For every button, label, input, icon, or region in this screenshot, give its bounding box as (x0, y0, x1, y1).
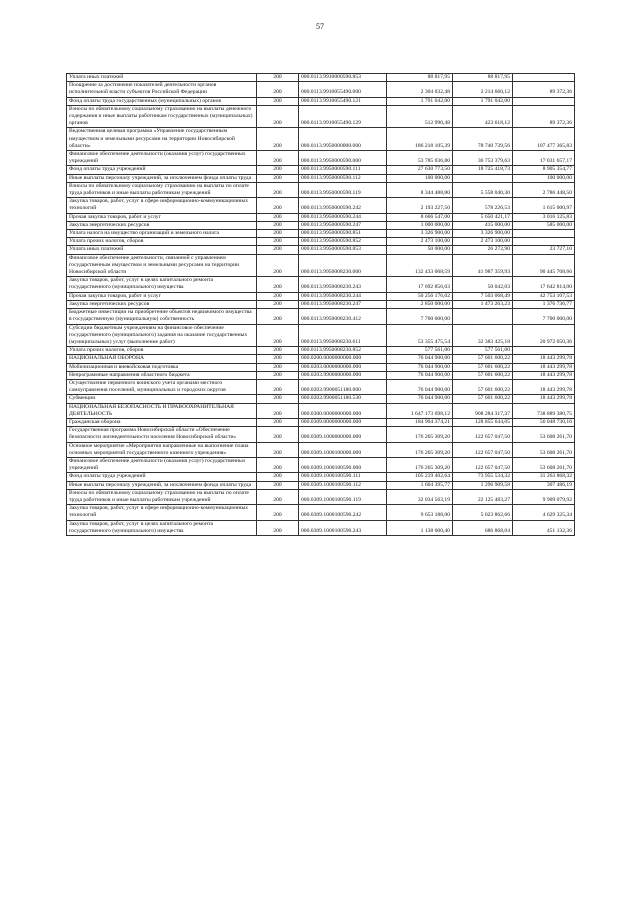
row-approved-amount-cell: 76 044 900,00 (387, 363, 453, 371)
row-admin-code-cell: 200 (257, 473, 299, 481)
row-name-cell: Поощрение за достижение показателей деятельности органов исполнительной власти субъектов Российской Федерации (67, 82, 257, 97)
row-name-cell: Осуществление первичного воинского учета органами местного самоуправления поселений, муниципальных и городских округов (67, 379, 257, 394)
row-admin-code-cell: 200 (257, 82, 299, 97)
table-row (67, 347, 575, 355)
row-unexecuted-amount-cell: 42 753 107,53 (513, 292, 575, 300)
page-number: 57 (316, 22, 324, 31)
row-unexecuted-amount-cell: 89 372,36 (513, 105, 575, 128)
row-executed-amount-cell (453, 309, 513, 324)
row-name-cell: Бюджетные инвестиции на приобретение объектов недвижимого имущества в государственную (муниципальную) собственность (67, 309, 257, 324)
table-row (67, 309, 575, 324)
row-unexecuted-amount-cell: 2 786 448,50 (513, 182, 575, 197)
table-row (67, 520, 575, 535)
row-admin-code-cell: 200 (257, 254, 299, 277)
row-executed-amount-cell: 5 023 862,66 (453, 505, 513, 520)
table-row (67, 105, 575, 128)
row-name-cell: Закупка товаров, работ, услуг в сфере информационно-коммуникационных технологий (67, 198, 257, 213)
row-admin-code-cell: 200 (257, 355, 299, 363)
row-unexecuted-amount-cell: 18 443 299,78 (513, 363, 575, 371)
row-unexecuted-amount-cell: 18 443 299,78 (513, 379, 575, 394)
table-row (67, 277, 575, 292)
row-name-cell: Уплата прочих налогов, сборов (67, 347, 257, 355)
row-unexecuted-amount-cell (513, 347, 575, 355)
row-unexecuted-amount-cell: 9 909 079,92 (513, 489, 575, 504)
row-executed-amount-cell: 2 214 660,12 (453, 82, 513, 97)
row-executed-amount-cell: 578 226,53 (453, 198, 513, 213)
row-budget-code-cell: 000.0113.9950008230.852 (299, 347, 387, 355)
row-name-cell: Прочая закупка товаров, работ и услуг (67, 213, 257, 221)
row-executed-amount-cell: 122 657 047,50 (453, 442, 513, 457)
row-name-cell: Закупка товаров, работ, услуг в целях капитального ремонта государственного (муниципального) имущества (67, 520, 257, 535)
row-approved-amount-cell: 176 265 309,20 (387, 442, 453, 457)
row-executed-amount-cell: 1 296 909,58 (453, 481, 513, 489)
table-row (67, 82, 575, 97)
row-unexecuted-amount-cell: 89 372,36 (513, 82, 575, 97)
row-admin-code-cell: 200 (257, 292, 299, 300)
row-unexecuted-amount-cell: 90 445 708,66 (513, 254, 575, 277)
row-approved-amount-cell: 176 265 309,20 (387, 457, 453, 472)
row-unexecuted-amount-cell (513, 230, 575, 238)
row-executed-amount-cell: 2 473 100,00 (453, 238, 513, 246)
row-executed-amount-cell: 32 383 425,18 (453, 324, 513, 347)
row-budget-code-cell: 000.0113.9950008230.243 (299, 277, 387, 292)
row-name-cell: Прочая закупка товаров, работ и услуг (67, 292, 257, 300)
row-name-cell: Закупка товаров, работ, услуг в сфере информационно-коммуникационных технологий (67, 505, 257, 520)
row-admin-code-cell: 200 (257, 230, 299, 238)
row-name-cell: Финансовое обеспечение деятельности (оказания услуг) государственных учреждений (67, 151, 257, 166)
row-executed-amount-cell: 908 284 317,37 (453, 403, 513, 418)
row-approved-amount-cell: 577 561,00 (387, 347, 453, 355)
row-budget-code-cell: 000.0309.0000000000.000 (299, 418, 387, 426)
row-unexecuted-amount-cell: 1 376 736,77 (513, 300, 575, 308)
row-executed-amount-cell: 18 725 418,73 (453, 166, 513, 174)
table-row (67, 418, 575, 426)
row-approved-amount-cell: 76 044 900,00 (387, 395, 453, 403)
row-admin-code-cell: 200 (257, 277, 299, 292)
row-budget-code-cell: 000.0113.9910055490.121 (299, 97, 387, 105)
row-unexecuted-amount-cell: 307 486,19 (513, 481, 575, 489)
table-row (67, 489, 575, 504)
row-budget-code-cell: 000.0203.9900000000.000 (299, 371, 387, 379)
row-executed-amount-cell: 73 955 534,32 (453, 473, 513, 481)
row-approved-amount-cell: 1 604 395,77 (387, 481, 453, 489)
row-approved-amount-cell: 76 044 900,00 (387, 371, 453, 379)
row-name-cell: Иные выплаты персоналу учреждений, за исключением фонда оплаты труда (67, 481, 257, 489)
row-name-cell: Основное мероприятие «Мероприятия направленные на выполнение плана основных мероприятий государственного казенного учреждения» (67, 442, 257, 457)
row-name-cell: НАЦИОНАЛЬНАЯ БЕЗОПАСНОСТЬ И ПРАВООХРАНИТЕЛЬНАЯ ДЕЯТЕЛЬНОСТЬ (67, 403, 257, 418)
row-budget-code-cell: 000.0113.9950008230.244 (299, 292, 387, 300)
row-approved-amount-cell: 2 850 000,00 (387, 300, 453, 308)
row-budget-code-cell: 000.0300.0000000000.000 (299, 403, 387, 418)
row-admin-code-cell: 200 (257, 363, 299, 371)
row-budget-code-cell: 000.0113.9950008230.611 (299, 324, 387, 347)
table-row (67, 403, 575, 418)
table-row (67, 427, 575, 442)
row-executed-amount-cell: 78 740 739,56 (453, 128, 513, 151)
row-budget-code-cell: 000.0309.1000100590.243 (299, 520, 387, 535)
row-executed-amount-cell: 57 601 600,22 (453, 363, 513, 371)
table-row (67, 238, 575, 246)
row-admin-code-cell: 200 (257, 457, 299, 472)
row-unexecuted-amount-cell: 17 642 814,00 (513, 277, 575, 292)
row-approved-amount-cell: 1 138 000,40 (387, 520, 453, 535)
row-unexecuted-amount-cell: 18 443 299,78 (513, 395, 575, 403)
row-approved-amount-cell: 27 630 773,50 (387, 166, 453, 174)
row-name-cell: Взносы по обязательному социальному страхованию на выплаты денежного содержания и иные выплаты работникам государственных (муниципальных) органов (67, 105, 257, 128)
row-approved-amount-cell: 132 433 068,59 (387, 254, 453, 277)
row-approved-amount-cell: 3 326 900,00 (387, 230, 453, 238)
row-budget-code-cell: 000.0200.0000000000.000 (299, 355, 387, 363)
row-admin-code-cell: 200 (257, 505, 299, 520)
row-unexecuted-amount-cell: 20 972 050,36 (513, 324, 575, 347)
row-unexecuted-amount-cell: 53 608 261,70 (513, 442, 575, 457)
row-admin-code-cell: 200 (257, 128, 299, 151)
row-approved-amount-cell: 512 990,48 (387, 105, 453, 128)
row-unexecuted-amount-cell: 53 608 261,70 (513, 427, 575, 442)
row-admin-code-cell: 200 (257, 174, 299, 182)
row-executed-amount-cell: 1 473 263,23 (453, 300, 513, 308)
row-budget-code-cell: 000.0203.0000000000.000 (299, 363, 387, 371)
row-budget-code-cell: 000.0203.9900051180.000 (299, 379, 387, 394)
table-row (67, 300, 575, 308)
row-executed-amount-cell: 577 561,00 (453, 347, 513, 355)
row-budget-code-cell: 000.0113.9950000590.112 (299, 174, 387, 182)
table-row (67, 355, 575, 363)
row-executed-amount-cell: 41 987 359,93 (453, 254, 513, 277)
row-unexecuted-amount-cell: 31 263 868,32 (513, 473, 575, 481)
row-budget-code-cell: 000.0309.1000100000.000 (299, 442, 387, 457)
row-executed-amount-cell: 57 601 600,22 (453, 371, 513, 379)
row-unexecuted-amount-cell: 107 477 365,83 (513, 128, 575, 151)
row-admin-code-cell: 200 (257, 324, 299, 347)
row-unexecuted-amount-cell: 100 000,00 (513, 174, 575, 182)
row-executed-amount-cell: 415 000,00 (453, 221, 513, 229)
row-name-cell: Уплата иных платежей (67, 246, 257, 254)
row-executed-amount-cell: 57 601 600,22 (453, 355, 513, 363)
row-unexecuted-amount-cell: 738 889 380,75 (513, 403, 575, 418)
row-budget-code-cell: 000.0113.9950008230.412 (299, 309, 387, 324)
row-budget-code-cell: 000.0113.9950000590.000 (299, 151, 387, 166)
row-admin-code-cell: 200 (257, 427, 299, 442)
row-admin-code-cell: 200 (257, 309, 299, 324)
row-executed-amount-cell: 36 753 379,63 (453, 151, 513, 166)
row-admin-code-cell: 200 (257, 166, 299, 174)
row-admin-code-cell: 200 (257, 246, 299, 254)
row-executed-amount-cell: 26 272,90 (453, 246, 513, 254)
row-budget-code-cell: 000.0113.9950000590.853 (299, 246, 387, 254)
row-unexecuted-amount-cell: 17 031 657,17 (513, 151, 575, 166)
table-row (67, 97, 575, 105)
row-name-cell: Фонд оплаты труда учреждений (67, 166, 257, 174)
row-executed-amount-cell: 686 868,04 (453, 520, 513, 535)
table-row (67, 166, 575, 174)
row-approved-amount-cell: 184 904 374,21 (387, 418, 453, 426)
row-approved-amount-cell: 88 817,95 (387, 74, 453, 82)
table-row (67, 174, 575, 182)
row-budget-code-cell: 000.0309.1000100590.119 (299, 489, 387, 504)
row-unexecuted-amount-cell: 18 443 299,78 (513, 355, 575, 363)
row-budget-code-cell: 000.0113.9950000000.000 (299, 128, 387, 151)
row-admin-code-cell: 200 (257, 213, 299, 221)
row-budget-code-cell: 000.0113.9950000590.851 (299, 230, 387, 238)
row-approved-amount-cell: 7 700 000,00 (387, 309, 453, 324)
row-approved-amount-cell: 9 653 188,00 (387, 505, 453, 520)
row-executed-amount-cell (453, 174, 513, 182)
row-approved-amount-cell: 17 692 856,03 (387, 277, 453, 292)
table-row (67, 213, 575, 221)
row-admin-code-cell: 200 (257, 347, 299, 355)
row-approved-amount-cell: 176 265 309,20 (387, 427, 453, 442)
row-approved-amount-cell: 100 000,00 (387, 174, 453, 182)
row-name-cell: Субсидии бюджетным учреждениям на финансовое обеспечение государственного (муниципального) задания на оказание государственных (муниципальных) услуг (выполнение работ) (67, 324, 257, 347)
row-budget-code-cell: 000.0203.9900051180.530 (299, 395, 387, 403)
row-executed-amount-cell: 50 042,03 (453, 277, 513, 292)
row-name-cell: Закупка энергетических ресурсов (67, 300, 257, 308)
row-admin-code-cell: 200 (257, 97, 299, 105)
table-row (67, 457, 575, 472)
table-row (67, 221, 575, 229)
row-unexecuted-amount-cell (513, 238, 575, 246)
row-name-cell: Субвенции (67, 395, 257, 403)
row-budget-code-cell: 000.0113.9950000590.852 (299, 238, 387, 246)
row-executed-amount-cell: 5 558 040,30 (453, 182, 513, 197)
row-approved-amount-cell: 50 000,00 (387, 246, 453, 254)
row-name-cell: Государственная программа Новосибирской области «Обеспечение безопасности жизнедеятельности населения Новосибирской области» (67, 427, 257, 442)
row-budget-code-cell: 000.0113.9950008230.247 (299, 300, 387, 308)
row-approved-amount-cell: 2 193 227,50 (387, 198, 453, 213)
row-executed-amount-cell: 7 503 068,49 (453, 292, 513, 300)
row-executed-amount-cell: 57 601 600,22 (453, 379, 513, 394)
row-approved-amount-cell: 32 034 563,19 (387, 489, 453, 504)
row-admin-code-cell: 200 (257, 105, 299, 128)
row-approved-amount-cell: 186 218 105,39 (387, 128, 453, 151)
row-admin-code-cell: 200 (257, 379, 299, 394)
row-admin-code-cell: 200 (257, 418, 299, 426)
table-row (67, 363, 575, 371)
row-approved-amount-cell: 53 355 475,54 (387, 324, 453, 347)
row-admin-code-cell: 200 (257, 238, 299, 246)
row-name-cell: Уплата налога на имущество организаций и земельного налога (67, 230, 257, 238)
row-unexecuted-amount-cell: 3 016 125,83 (513, 213, 575, 221)
row-executed-amount-cell: 3 326 900,00 (453, 230, 513, 238)
row-admin-code-cell: 200 (257, 74, 299, 82)
table-row (67, 246, 575, 254)
table-row (67, 379, 575, 394)
table-row (67, 198, 575, 213)
row-name-cell: Иные выплаты персоналу учреждений, за исключением фонда оплаты труда (67, 174, 257, 182)
row-approved-amount-cell: 76 044 900,00 (387, 355, 453, 363)
row-executed-amount-cell: 1 791 042,00 (453, 97, 513, 105)
row-executed-amount-cell: 122 657 047,50 (453, 457, 513, 472)
row-name-cell: Фонд оплаты труда учреждений (67, 473, 257, 481)
row-name-cell: Закупка товаров, работ, услуг в целях капитального ремонта государственного (муниципального) имущества (67, 277, 257, 292)
row-executed-amount-cell: 122 657 047,50 (453, 427, 513, 442)
row-name-cell: Финансовое обеспечение деятельности (оказания услуг) государственных учреждений (67, 457, 257, 472)
row-budget-code-cell: 000.0113.9950000590.247 (299, 221, 387, 229)
table-row (67, 182, 575, 197)
row-budget-code-cell: 000.0113.9950000590.244 (299, 213, 387, 221)
table-row (67, 505, 575, 520)
table-row (67, 395, 575, 403)
row-name-cell: Гражданская оборона (67, 418, 257, 426)
row-admin-code-cell: 200 (257, 198, 299, 213)
row-executed-amount-cell: 423 618,12 (453, 105, 513, 128)
row-name-cell: Закупка энергетических ресурсов (67, 221, 257, 229)
row-unexecuted-amount-cell: 18 443 299,78 (513, 371, 575, 379)
row-name-cell: Уплата иных платежей (67, 74, 257, 82)
table-row (67, 128, 575, 151)
row-name-cell: Непрограммные направления областного бюджета (67, 371, 257, 379)
row-admin-code-cell: 200 (257, 481, 299, 489)
row-unexecuted-amount-cell (513, 97, 575, 105)
row-unexecuted-amount-cell: 585 000,00 (513, 221, 575, 229)
row-unexecuted-amount-cell: 451 132,36 (513, 520, 575, 535)
row-executed-amount-cell: 88 817,95 (453, 74, 513, 82)
table-row (67, 254, 575, 277)
row-name-cell: Финансовое обеспечение деятельности, связанной с управлением государственным имуществом и земельными ресурсами на территории Новосибирской области (67, 254, 257, 277)
row-admin-code-cell: 200 (257, 221, 299, 229)
row-budget-code-cell: 000.0113.9910055490.000 (299, 82, 387, 97)
budget-execution-table (66, 73, 575, 536)
row-admin-code-cell: 200 (257, 300, 299, 308)
row-name-cell: Ведомственная целевая программа «Управление государственным имуществом и земельными ресурсами на территории Новосибирской области» (67, 128, 257, 151)
table-row (67, 74, 575, 82)
table-row (67, 371, 575, 379)
row-budget-code-cell: 000.0113.9950008230.000 (299, 254, 387, 277)
row-approved-amount-cell: 105 219 402,64 (387, 473, 453, 481)
row-approved-amount-cell: 53 785 036,80 (387, 151, 453, 166)
row-unexecuted-amount-cell (513, 74, 575, 82)
row-name-cell: Взносы по обязательному социальному страхованию на выплаты по оплате труда работников и иные выплаты работникам учреждений (67, 489, 257, 504)
row-executed-amount-cell: 22 125 483,27 (453, 489, 513, 504)
table-row (67, 473, 575, 481)
row-unexecuted-amount-cell: 23 727,10 (513, 246, 575, 254)
row-name-cell: Мобилизационная и вневойсковая подготовка (67, 363, 257, 371)
table-row (67, 442, 575, 457)
row-unexecuted-amount-cell: 56 048 730,16 (513, 418, 575, 426)
row-approved-amount-cell: 1 000 000,00 (387, 221, 453, 229)
row-admin-code-cell: 200 (257, 489, 299, 504)
row-approved-amount-cell: 76 044 900,00 (387, 379, 453, 394)
row-budget-code-cell: 000.0309.1000100590.242 (299, 505, 387, 520)
row-unexecuted-amount-cell: 7 700 000,00 (513, 309, 575, 324)
row-approved-amount-cell: 2 304 032,48 (387, 82, 453, 97)
row-budget-code-cell: 000.0309.1000100590.000 (299, 457, 387, 472)
row-executed-amount-cell: 57 601 600,22 (453, 395, 513, 403)
row-admin-code-cell: 200 (257, 520, 299, 535)
row-budget-code-cell: 000.0113.9910000590.853 (299, 74, 387, 82)
row-budget-code-cell: 000.0309.1000100590.112 (299, 481, 387, 489)
row-admin-code-cell: 200 (257, 403, 299, 418)
row-admin-code-cell: 200 (257, 182, 299, 197)
row-unexecuted-amount-cell: 8 905 354,77 (513, 166, 575, 174)
row-approved-amount-cell: 1 647 173 698,12 (387, 403, 453, 418)
row-budget-code-cell: 000.0113.9950000590.111 (299, 166, 387, 174)
row-unexecuted-amount-cell: 53 608 261,70 (513, 457, 575, 472)
row-unexecuted-amount-cell: 4 629 325,34 (513, 505, 575, 520)
row-approved-amount-cell: 2 473 100,00 (387, 238, 453, 246)
row-budget-code-cell: 000.0113.9950000590.119 (299, 182, 387, 197)
row-executed-amount-cell: 5 650 421,17 (453, 213, 513, 221)
row-budget-code-cell: 000.0113.9910055490.129 (299, 105, 387, 128)
row-name-cell: Взносы по обязательному социальному страхованию на выплаты по оплате труда работников и иные выплаты работникам учреждений (67, 182, 257, 197)
row-approved-amount-cell: 8 666 547,00 (387, 213, 453, 221)
table-row (67, 230, 575, 238)
row-approved-amount-cell: 1 791 042,00 (387, 97, 453, 105)
row-budget-code-cell: 000.0309.1000100590.111 (299, 473, 387, 481)
row-budget-code-cell: 000.0113.9950000590.242 (299, 198, 387, 213)
row-admin-code-cell: 200 (257, 371, 299, 379)
table-row (67, 151, 575, 166)
table-row (67, 481, 575, 489)
table-row (67, 324, 575, 347)
row-name-cell: Уплата прочих налогов, сборов (67, 238, 257, 246)
row-executed-amount-cell: 128 855 644,05 (453, 418, 513, 426)
row-admin-code-cell: 200 (257, 395, 299, 403)
row-admin-code-cell: 200 (257, 442, 299, 457)
row-admin-code-cell: 200 (257, 151, 299, 166)
row-approved-amount-cell: 8 344 488,80 (387, 182, 453, 197)
row-budget-code-cell: 000.0309.1000000000.000 (299, 427, 387, 442)
table-row (67, 292, 575, 300)
row-unexecuted-amount-cell: 1 615 000,97 (513, 198, 575, 213)
row-name-cell: НАЦИОНАЛЬНАЯ ОБОРОНА (67, 355, 257, 363)
row-approved-amount-cell: 50 256 176,02 (387, 292, 453, 300)
row-name-cell: Фонд оплаты труда государственных (муниципальных) органов (67, 97, 257, 105)
